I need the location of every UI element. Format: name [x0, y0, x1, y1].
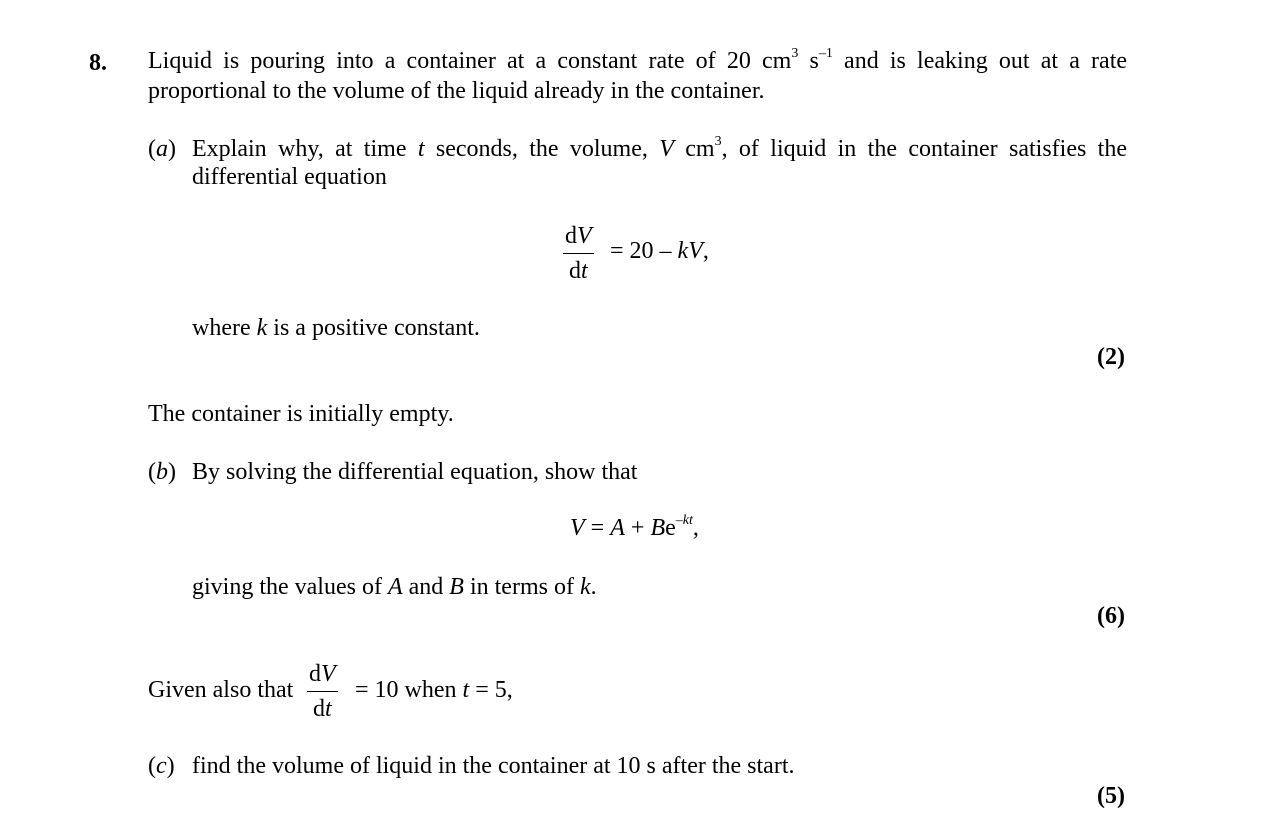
given-fraction — [307, 660, 338, 723]
part-c-label: (c) — [148, 753, 175, 779]
part-a-equation-rhs: = 20 – kV, — [610, 238, 709, 264]
part-b-label: (b) — [148, 459, 176, 485]
given-condition: = 10 when t = 5, — [355, 677, 513, 703]
part-a-equation-fraction — [563, 222, 594, 285]
fraction-numerator: dV — [309, 661, 336, 687]
part-b-giving-line: giving the values of A and B in terms of k. — [192, 574, 597, 600]
part-c-line-1: find the volume of liquid in the container at 10 s after the start. — [192, 753, 795, 779]
fraction-denominator: dt — [569, 258, 588, 284]
fraction-denominator: dt — [313, 696, 332, 722]
question-number: 8. — [89, 50, 107, 76]
fraction-bar — [563, 253, 594, 254]
part-c-marks: (5) — [1097, 783, 1125, 809]
part-a-label: (a) — [148, 136, 176, 162]
part-b-equation: $V = A + Be^{-kt}$, — [570, 513, 699, 541]
question-intro-line-1: Liquid is pouring into a container at a constant rate of 20 $cm^3$ $s^{-1}$ and is leaking out at a rate — [148, 46, 1128, 74]
statement-initially-empty: The container is initially empty. — [148, 401, 454, 427]
part-a-line-1: Explain why, at time t seconds, the volume, V $cm^3$, of liquid in the container satisfies the — [192, 134, 1127, 162]
given-text: Given also that — [148, 677, 294, 703]
part-a-line-2: differential equation — [192, 164, 387, 190]
part-a-where-line: where k is a positive constant. — [192, 315, 480, 341]
fraction-bar — [307, 691, 338, 692]
question-intro-line-2: proportional to the volume of the liquid already in the container. — [148, 78, 765, 104]
part-b-marks: (6) — [1097, 603, 1125, 629]
fraction-numerator: dV — [565, 223, 592, 249]
part-a-marks: (2) — [1097, 344, 1125, 370]
part-b-line-1: By solving the differential equation, show that — [192, 459, 638, 485]
